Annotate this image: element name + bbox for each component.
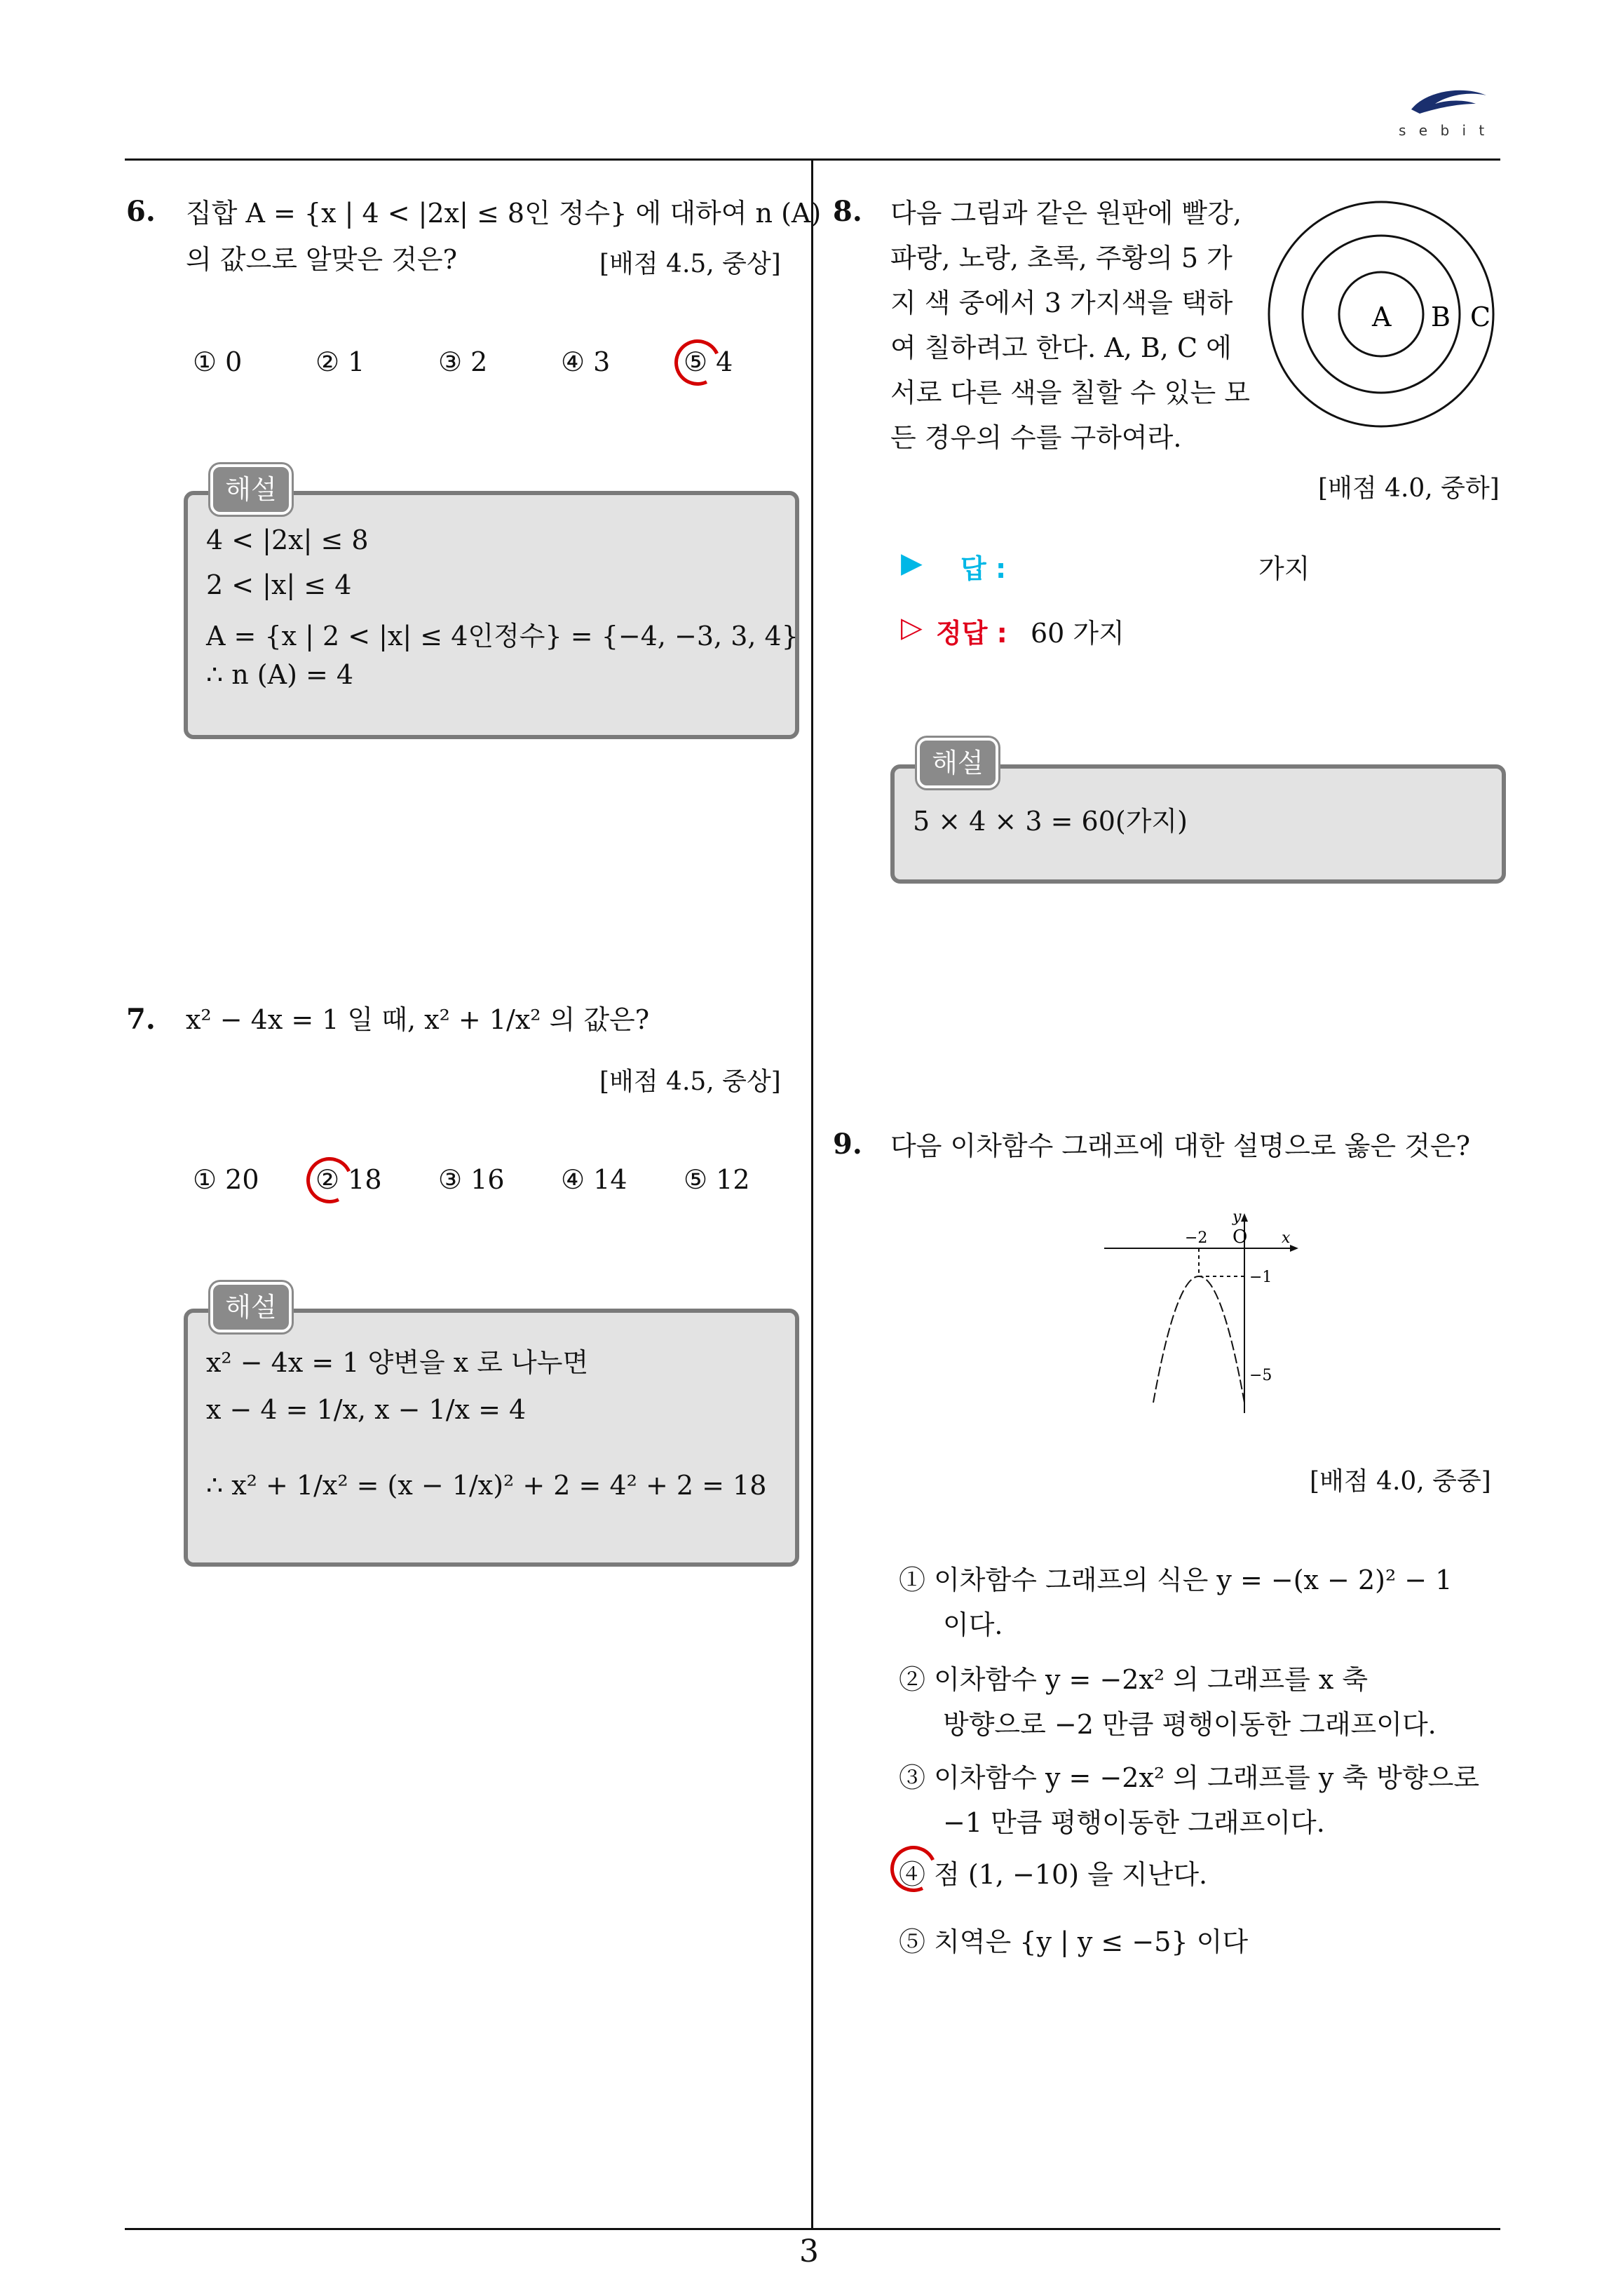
q7-solution-tag: 해설 <box>210 1282 292 1332</box>
q9-choice-4-line1[interactable]: ④ 점 (1, −10) 을 지난다. <box>899 1859 1208 1890</box>
q7-solution-line-3: ∴ x² + 1/x² = (x − 1/x)² + 2 = 4² + 2 = 18 <box>206 1470 767 1501</box>
q6-choice-5[interactable]: ⑤ 4 <box>684 346 733 377</box>
q7-line1: x² − 4x = 1 일 때, x² + 1/x² 의 값은? <box>186 1004 650 1035</box>
q8-answer-label: 답 : <box>960 553 1007 584</box>
concentric-circles-figure <box>1265 198 1497 430</box>
sebit-logo-text: s e b i t <box>1399 122 1489 139</box>
answer-arrow-icon: ▶ <box>901 547 923 579</box>
q8-correct-value: 60 가지 <box>1031 618 1125 649</box>
graph-ytick-1-label: −1 <box>1249 1269 1272 1286</box>
q7-choice-2[interactable]: ② 18 <box>315 1164 382 1195</box>
figure-label-b: B <box>1431 302 1451 332</box>
q7-choice-5[interactable]: ⑤ 12 <box>684 1164 750 1195</box>
q8-correct-label: 정답 : <box>936 618 1007 649</box>
q6-solution-line-2: 2 < |x| ≤ 4 <box>206 569 352 600</box>
q6-solution-line-1: 4 < |2x| ≤ 8 <box>206 525 369 555</box>
q7-meta: [배점 4.5, 중상] <box>599 1067 781 1096</box>
q6-choice-2[interactable]: ② 1 <box>315 346 365 377</box>
q8-line-3: 지 색 중에서 3 가지색을 택하 <box>890 288 1233 318</box>
q9-choice-1-line1[interactable]: ① 이차함수 그래프의 식은 y = −(x − 2)² − 1 <box>899 1565 1453 1595</box>
q9-choice-1-line2: 이다. <box>943 1609 1003 1640</box>
q9-choice-3-line1[interactable]: ③ 이차함수 y = −2x² 의 그래프를 y 축 방향으로 <box>899 1762 1480 1793</box>
graph-x-label: x <box>1282 1229 1291 1247</box>
q8-line-4: 여 칠하려고 한다. A, B, C 에 <box>890 332 1232 363</box>
q9-choice-5-line1[interactable]: ⑤ 치역은 {y | y ≤ −5} 이다 <box>899 1926 1249 1957</box>
q6-meta: [배점 4.5, 중상] <box>599 250 781 278</box>
q9-line1: 다음 이차함수 그래프에 대한 설명으로 옳은 것은? <box>890 1130 1471 1161</box>
page-number: 3 <box>799 2234 819 2269</box>
q9-choice-3-line2: −1 만큼 평행이동한 그래프이다. <box>943 1807 1325 1838</box>
q9-choice-2-line2: 방향으로 −2 만큼 평행이동한 그래프이다. <box>943 1709 1437 1740</box>
q7-solution-line-1: x² − 4x = 1 양변을 x 로 나누면 <box>206 1347 589 1378</box>
q9-meta: [배점 4.0, 중중] <box>1310 1467 1491 1496</box>
q8-answer-input[interactable] <box>1045 546 1241 581</box>
q8-solution-tag: 해설 <box>917 738 998 788</box>
q6-solution-line-4: ∴ n (A) = 4 <box>206 659 354 690</box>
q6-line1: 집합 A = {x | 4 < |2x| ≤ 8인 정수} 에 대하여 n (A) <box>186 198 822 229</box>
footer-rule <box>125 2228 1500 2230</box>
q7-choice-1[interactable]: ① 20 <box>193 1164 259 1195</box>
graph-origin-label: O <box>1232 1227 1248 1248</box>
q6-choice-1[interactable]: ① 0 <box>193 346 243 377</box>
q9-choice-2-line1[interactable]: ② 이차함수 y = −2x² 의 그래프를 x 축 <box>899 1664 1369 1695</box>
q7-number: 7. <box>126 1003 156 1036</box>
q8-line-6: 든 경우의 수를 구하여라. <box>890 422 1182 453</box>
q6-number: 6. <box>126 195 156 228</box>
parabola-graph <box>1101 1206 1304 1417</box>
q9-number: 9. <box>833 1128 862 1161</box>
q7-choice-3[interactable]: ③ 16 <box>438 1164 505 1195</box>
column-divider <box>811 160 813 2229</box>
q8-solution-line-1: 5 × 4 × 3 = 60(가지) <box>913 806 1188 837</box>
q6-choice-4[interactable]: ④ 3 <box>561 346 611 377</box>
q6-choice-3[interactable]: ③ 2 <box>438 346 488 377</box>
q8-number: 8. <box>833 195 862 228</box>
q8-line-1: 다음 그림과 같은 원판에 빨강, <box>890 198 1242 229</box>
sebit-logo-icon <box>1399 83 1497 118</box>
q7-solution-line-2: x − 4 = 1/x, x − 1/x = 4 <box>206 1394 527 1425</box>
q8-meta: [배점 4.0, 중하] <box>1318 474 1500 503</box>
q8-answer-unit: 가지 <box>1258 553 1310 584</box>
figure-label-c: C <box>1470 302 1491 332</box>
q6-answer-mark <box>668 333 728 393</box>
q7-choice-4[interactable]: ④ 14 <box>561 1164 627 1195</box>
q8-line-2: 파랑, 노랑, 초록, 주황의 5 가 <box>890 243 1232 274</box>
q8-line-5: 서로 다른 색을 칠할 수 있는 모 <box>890 377 1250 408</box>
graph-xtick-label: −2 <box>1185 1229 1208 1247</box>
q6-solution-tag: 해설 <box>210 464 292 515</box>
q7-answer-mark <box>300 1151 360 1210</box>
q6-solution-line-3: A = {x | 2 < |x| ≤ 4인정수} = {−4, −3, 3, 4} <box>206 621 799 651</box>
q6-line2: 의 값으로 알맞은 것은? <box>186 244 457 275</box>
graph-y-label: y <box>1232 1208 1242 1226</box>
figure-label-a: A <box>1372 302 1392 332</box>
graph-ytick-2-label: −5 <box>1249 1367 1272 1384</box>
sebit-logo <box>1399 83 1497 139</box>
correct-arrow-icon: ▷ <box>901 612 923 644</box>
